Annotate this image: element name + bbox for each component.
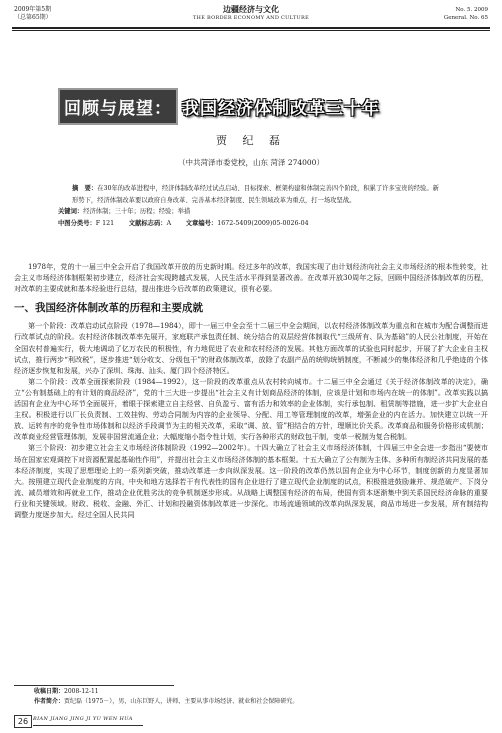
footnote	[34, 687, 298, 707]
received-value: 2008-12-11	[64, 688, 99, 695]
abstract-block	[58, 183, 444, 229]
article-title	[58, 84, 444, 126]
doc-code-value: A	[166, 219, 172, 227]
body-paragraph: 第三个阶段：初步建立社会主义市场经济体制阶段（1992—2002年）。十四大确立了社会主义市场经济体制，十四届三中全会进一步指出“要使市场在国家宏观调控下对资源配置起基础性作用”，并提出社会主义市场经济体制的基本框架。十五大确立了公有制为主体、多种所有制经济共同发展的基本经济制度，实现了思想理论上的一系列新突破，推动改革进一步向纵深发展。这一阶段的改革仍然以国有企业为中心环节，制度创新的力度显著加大。按照建立现代企业制度的方向，中央和地方选择若干有代表性的国有企业进行了建立现代企业制度的试点，积极推进鼓励兼并、规范破产、下岗分流、减员增效和再就业工作，推动企业优胜劣汰的竞争机制逐步形成。从战略上调整国有经济的布局，使国有资本逐渐集中到关系国民经济命脉的重要行业和关键领域。财政、税收、金融、外汇、计划和投融资体制改革进一步深化。市场流通领域的改革向纵深发展，商品市场进一步发展，所有制结构调整力度逐步加大。经过全国人民共同	[14, 443, 488, 519]
author-name: 贾 纪 磊	[216, 134, 286, 147]
body-paragraph: 第一个阶段：改革启动试点阶段（1978—1984），即十一届三中全会至十二届三中全会期间，以农村经济体制改革为重点和在城市为配合调整而进行改革试点的阶段。农村经济体制改革率先展开，家庭联产承包责任制、统分结合的双层经营体制取代“三级所有、队为基础”的人民公社制度，开始在全国农村普遍实行，极大地调动了亿万农民的积极性，有力地促进了农业和农村经济的发展。其他方面改革的试验也同时起步，开展了扩大企业自主权试点，推行两步“利改税”，逐步推进“划分收支、分级包干”的财政体制改革，放除了农副产品的统购统销制度，不断减少的集体经济和几乎绝迹的个体经济逐步恢复和发展，兴办了深圳、珠海、汕头、厦门四个经济特区。	[14, 321, 488, 375]
author-bio-text: 贾纪磊（1975－），男，山东巨野人，讲师，主要从事市场经济、就业和社会保障研究。	[64, 698, 299, 705]
abstract-label: 摘 要：	[72, 185, 98, 192]
author-bio-label: 作者简介：	[34, 698, 65, 705]
page-number: 26	[14, 715, 32, 728]
issue-number: 2009年第5期	[14, 6, 52, 13]
clc-value: F 121	[95, 219, 115, 227]
running-footer: BIAN JIANG JING JI YU WEN HUA	[33, 716, 133, 722]
title-main-part: 我国经济体制改革三十年	[182, 99, 380, 119]
header-issue-right	[444, 6, 488, 22]
author-affiliation: （中共菏泽市委党校，山东 菏泽 274000）	[178, 158, 324, 167]
article-no-label: 文章编号：	[185, 219, 218, 227]
doc-code-label: 文献标志码：	[128, 219, 167, 227]
keywords	[58, 206, 444, 218]
article-body	[14, 261, 488, 520]
received-label: 收稿日期：	[34, 688, 65, 695]
received-date	[34, 687, 298, 697]
article-no-value: 1672-5409(2009)05-0026-04	[217, 219, 309, 227]
title-boxed-part: 回顾与展望：	[58, 88, 178, 125]
abstract-text: 在30年的改革进程中，经济体制改革经过试点启动、目标探索、框架构建和体制完善四个阶段，积累了许多宝贵的经验。新形势下，经济体制改革要以政府自身改革、完善基本经济制度、民生领域改革为重点，打一场攻坚战。	[72, 185, 439, 204]
total-issue-number: （总第65期）	[14, 14, 52, 21]
author-bio	[34, 697, 298, 707]
footnote-rule	[14, 685, 174, 686]
intro-paragraph: 1978年，党的十一届三中全会开启了我国改革开放的历史新时期。经过多年的改革，我国实现了由计划经济向社会主义市场经济的根本性转变，社会主义市场经济体制框架初步建立，经济社会实现跨越式发展，人民生活水平得到显著改善。在改革开放30周年之际，回顾中国经济体制改革的历程，对改革的主要成就和基本经验进行总结，提出推进今后改革的政策建议，很有必要。	[14, 262, 488, 294]
footer-rule	[33, 725, 143, 726]
clc-label: 中图分类号：	[58, 219, 96, 227]
body-paragraph: 第二个阶段：改革全面探索阶段（1984—1992），这一阶段的改革重点从农村转向城市。十二届三中全会通过《关于经济体制改革的决定》，确立“公有制基础上的有计划的商品经济”，党的十三大进一步提出“社会主义有计划商品经济的体制，应该是计划和市场内在统一的体制”。改革实践以搞活国有企业为中心环节全面展开，着眼于探索建立自主经营、自负盈亏、富有活力和效率的企业体制，实行承包制、租赁制等措施，进一步扩大企业自主权。积极进行以厂长负责制、工效挂钩、劳动合同制为内容的企业领导、分配、用工等管理制度的改革，增强企业的内在活力。加快建立以统一开放、运转有序的竞争性市场体制和以经济手段调节为主的相关改革，采取“调、放、管”相结合的方针，理顺比价关系。改革商品和服务价格形成机制；改革商业经营管理体制，发展非国营流通企业；大幅度缩小指令性计划，实行各种形式的财政包干制，变单一税制为复合税制。	[14, 376, 488, 442]
classification-line	[58, 218, 444, 230]
journal-masthead	[0, 4, 502, 21]
journal-title-cn: 边疆经济与文化	[223, 5, 279, 14]
header-rule-thick	[12, 27, 490, 29]
keywords-text: 经济体制；三十年；历程；经验；举措	[83, 208, 191, 215]
journal-title-en: THE BORDER ECONOMY AND CULTURE	[192, 15, 310, 21]
keywords-label: 关键词：	[58, 208, 84, 215]
total-issue-number-en: General. No. 65	[443, 15, 488, 21]
issue-number-en: No. 5. 2009	[455, 7, 488, 13]
header-rule-thin	[12, 30, 490, 31]
section-heading: 一、我国经济体制改革的历程和主要成就	[14, 302, 203, 315]
abstract	[58, 183, 444, 206]
